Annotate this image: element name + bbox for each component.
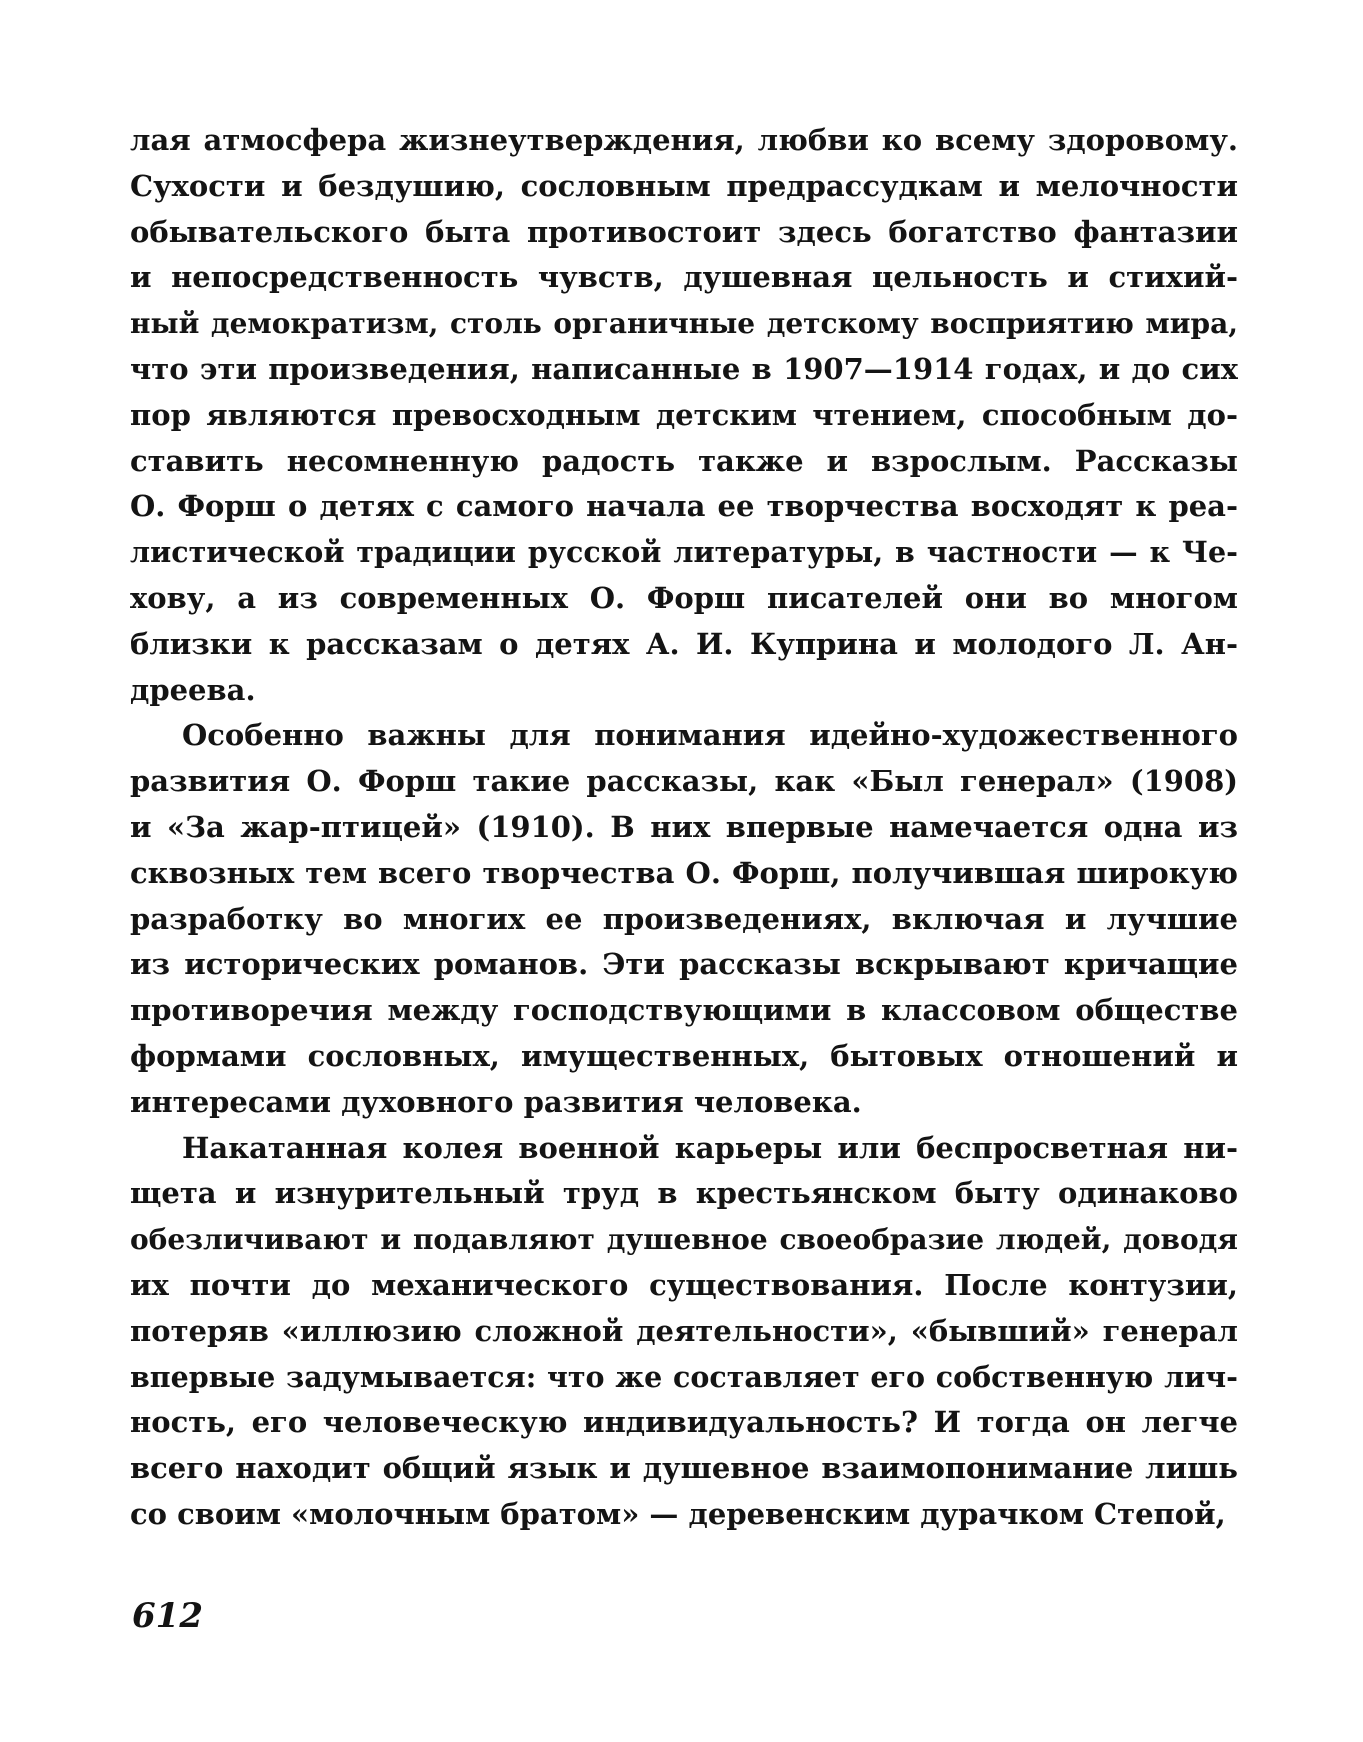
body-text (130, 118, 1238, 1538)
text-line: лая атмосфера жизнеутверждения, любви ко всему здоровому. (130, 123, 1238, 157)
paragraph (130, 713, 1238, 1125)
text-line: листической традиции русской литературы, в частности — к Че- (130, 535, 1238, 570)
text-line: их почти до механического существования. После контузии, (130, 1267, 1238, 1302)
text-line: Накатанная колея военной карьеры или беспросветная ни- (182, 1130, 1238, 1165)
text-line: формами сословных, имущественных, бытовых отношений и (130, 1038, 1238, 1073)
text-line: Сухости и бездушию, сословным предрассудкам и мелочности (130, 168, 1238, 203)
text-line: ный демократизм, столь органичные детскому восприятию мира, (130, 307, 1238, 341)
text-line: пор являются превосходным детским чтением, способным до- (130, 397, 1238, 432)
text-line: обывательского быта противостоит здесь богатство фантазии (130, 214, 1238, 249)
text-line: дреева. (130, 672, 256, 707)
text-line: разработку во многих ее произведениях, включая и лучшие (130, 901, 1238, 936)
page-number: 612 (132, 1596, 203, 1636)
text-line: близки к рассказам о детях А. И. Куприна и молодого Л. Ан- (130, 626, 1238, 661)
text-line: из исторических романов. Эти рассказы вскрывают кричащие (130, 947, 1238, 982)
text-line: Особенно важны для понимания идейно-художественного (182, 718, 1238, 753)
paragraph (130, 1126, 1238, 1538)
text-line: ность, его человеческую индивидуальность? И тогда он легче (130, 1405, 1238, 1440)
text-line: что эти произведения, написанные в 1907—1914 годах, и до сих (130, 351, 1238, 386)
text-line: развития О. Форш такие рассказы, как «Был генерал» (1908) (130, 764, 1238, 799)
text-line: и «За жар-птицей» (1910). В них впервые намечается одна из (130, 809, 1238, 844)
text-line: противоречия между господствующими в классовом обществе (130, 993, 1238, 1028)
text-line: со своим «молочным братом» — деревенским дурачком Степой, (130, 1496, 1226, 1531)
text-line: обезличивают и подавляют душевное своеобразие людей, доводя (130, 1223, 1238, 1257)
text-line: ставить несомненную радость также и взрослым. Рассказы (130, 443, 1238, 478)
paragraph (130, 118, 1238, 713)
text-line: всего находит общий язык и душевное взаимопонимание лишь (130, 1451, 1238, 1486)
text-line: впервые задумывается: что же составляет его собственную лич- (130, 1359, 1238, 1394)
text-line: О. Форш о детях с самого начала ее творчества восходят к реа- (130, 489, 1238, 524)
text-line: щета и изнурительный труд в крестьянском быту одинаково (130, 1176, 1238, 1211)
text-line: потеряв «иллюзию сложной деятельности», «бывший» генерал (130, 1313, 1238, 1348)
text-line: сквозных тем всего творчества О. Форш, получившая широкую (130, 855, 1238, 890)
text-line: хову, а из современных О. Форш писателей они во многом (130, 580, 1238, 615)
text-line: и непосредственность чувств, душевная цельность и стихий- (130, 260, 1238, 295)
text-line: интересами духовного развития человека. (130, 1084, 862, 1119)
